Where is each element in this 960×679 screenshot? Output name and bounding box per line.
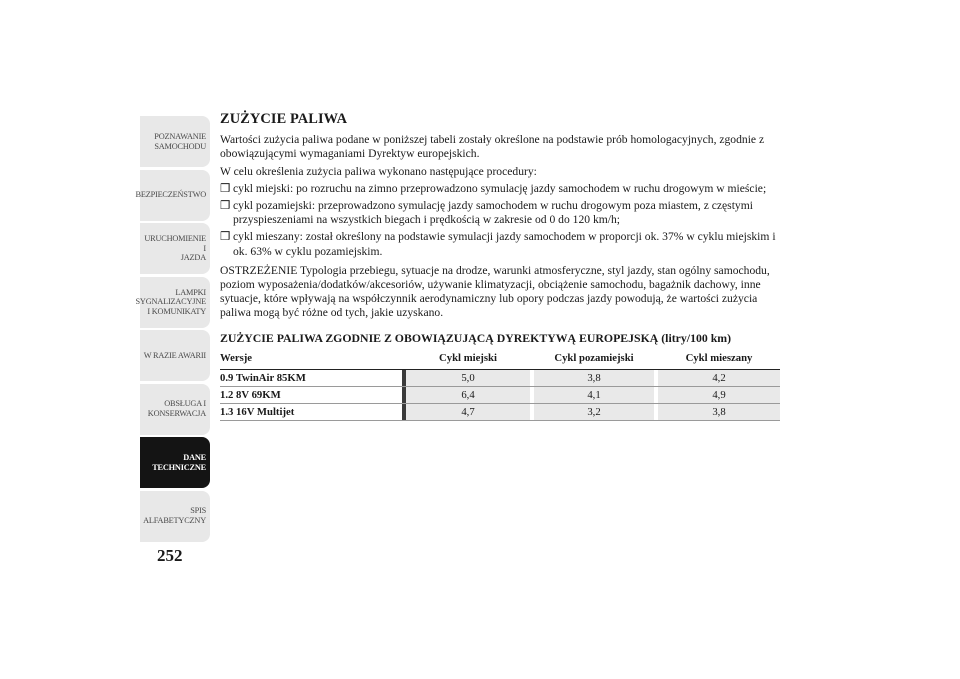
warning-paragraph: OSTRZEŻENIE Typologia przebiegu, sytuacje na drodze, warunki atmosferyczne, styl jazdy, stan ogólny samochodu, poziom wyposażenia/dodatków/akcesoriów, używanie klimatyzacji, obciążenie samochodu, bagażnik dachowy, inne sytuacje, które wpływają na współczynnik aerodynamiczny lub opory podczas jazdy powodują, że wartości zużycia paliwa mogą być różne od tych, jakie uzyskano.	[220, 263, 770, 320]
section-title: ZUŻYCIE PALIWA	[220, 111, 348, 127]
tab-label: BEZPIECZEŃSTWO	[135, 190, 206, 200]
tab-bezpieczenstwo[interactable]	[135, 170, 210, 221]
table-header-row	[220, 349, 780, 370]
urban-cell: 6,4	[406, 387, 530, 404]
procedures-intro: W celu określenia zużycia paliwa wykonano następujące procedury:	[220, 164, 537, 178]
combined-cell: 4,9	[658, 387, 780, 404]
table-title: ZUŻYCIE PALIWA ZGODNIE Z OBOWIĄZUJĄCĄ DYREKTYWĄ EUROPEJSKĄ (litry/100 km)	[220, 330, 732, 345]
list-item-text: cykl mieszany: został określony na podstawie symulacji jazdy samochodem w proporcji ok. 37% w cyklu miejskim i ok. 63% w cyklu pozamiejskim.	[233, 230, 776, 258]
combined-cell: 3,8	[658, 404, 780, 421]
tab-lampki-sygnalizacyjne[interactable]	[135, 277, 210, 328]
page-content	[220, 112, 780, 421]
tab-obsluga-i-konserwacja[interactable]	[140, 384, 210, 435]
tab-spis-alfabetyczny[interactable]	[140, 491, 210, 542]
extra-urban-cell: 4,1	[534, 387, 654, 404]
list-item-text: cykl miejski: po rozruchu na zimno przeprowadzono symulację jazdy samochodem w ruchu drogowym w mieście;	[233, 181, 767, 195]
list-item-text: cykl pozamiejski: przeprowadzono symulację jazdy samochodem w ruchu drogowym poza miastem, z częstymi przyspieszeniami na wszystkich biegach i prędkością w zakresie od 0 do 120 km/h;	[233, 199, 753, 227]
tab-poznawanie-samochodu[interactable]	[140, 116, 210, 167]
tab-label: URUCHOMIENIE I JAZDA	[144, 234, 206, 263]
column-header: Cykl pozamiejski	[534, 349, 654, 370]
chapter-tabs	[135, 116, 210, 544]
urban-cell: 5,0	[406, 370, 530, 387]
checkbox-bullet-icon: ❒	[220, 182, 231, 195]
table-row	[220, 370, 780, 387]
urban-cell: 4,7	[406, 404, 530, 421]
version-cell: 1.3 16V Multijet	[220, 404, 402, 421]
version-cell: 1.2 8V 69KM	[220, 387, 402, 404]
checkbox-bullet-icon: ❒	[220, 231, 231, 244]
tab-dane-techniczne[interactable]	[140, 437, 210, 488]
table-row	[220, 404, 780, 421]
page-number: 252	[157, 546, 183, 565]
tab-uruchomienie-i-jazda[interactable]	[140, 223, 210, 274]
tab-label: LAMPKI SYGNALIZACYJNE I KOMUNIKATY	[135, 287, 206, 316]
extra-urban-cell: 3,8	[534, 370, 654, 387]
list-item	[220, 199, 780, 227]
tab-label: DANE TECHNICZNE	[152, 452, 206, 472]
column-header: Cykl miejski	[406, 349, 530, 370]
extra-urban-cell: 3,2	[534, 404, 654, 421]
fuel-consumption-table	[220, 349, 780, 421]
version-cell: 0.9 TwinAir 85KM	[220, 370, 402, 387]
list-item	[220, 182, 780, 196]
tab-label: OBSŁUGA I KONSERWACJA	[147, 399, 206, 418]
tab-w-razie-awarii[interactable]	[140, 330, 210, 381]
tab-label: SPIS ALFABETYCZNY	[143, 506, 206, 525]
checkbox-bullet-icon: ❒	[220, 200, 231, 213]
intro-paragraph: Wartości zużycia paliwa podane w poniższej tabeli zostały określone na podstawie prób homologacyjnych, zgodnie z obowiązującymi wymaganiami Dyrektyw europejskich.	[220, 133, 765, 161]
table-row	[220, 387, 780, 404]
combined-cell: 4,2	[658, 370, 780, 387]
procedures-list	[220, 182, 780, 259]
column-header: Wersje	[220, 349, 402, 370]
column-header: Cykl mieszany	[658, 349, 780, 370]
tab-label: POZNAWANIE SAMOCHODU	[154, 131, 206, 151]
list-item	[220, 230, 780, 258]
tab-label: W RAZIE AWARII	[143, 350, 206, 360]
